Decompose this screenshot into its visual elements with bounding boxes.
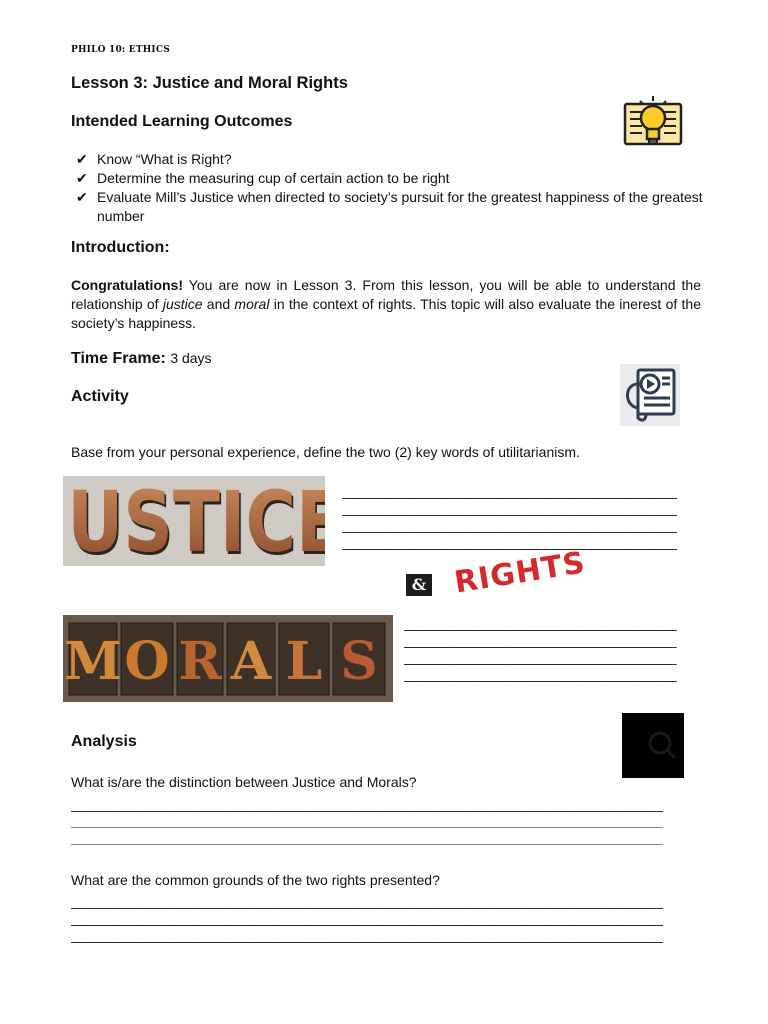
analysis-heading: Analysis [71, 733, 137, 750]
justice-answer-lines[interactable]: ___________________________________________ ___________________________________________ ___________________________________________ ___________________________________________ [342, 483, 677, 550]
svg-text:L: L [285, 631, 323, 692]
outcomes-list [71, 150, 711, 226]
time-frame [71, 350, 212, 368]
svg-text:JUSTICE: USTIC [68, 477, 298, 566]
lesson-title: Lesson 3: Justice and Moral Rights [71, 74, 348, 92]
check-icon: ✔ [76, 151, 88, 167]
activity-heading: Activity [71, 388, 129, 405]
morals-image [63, 615, 393, 702]
activity-instruction: Base from your personal experience, define the two (2) key words of utilitarianism. [71, 444, 580, 460]
outcomes-heading: Intended Learning Outcomes [71, 113, 293, 130]
svg-text:S: S [340, 631, 378, 692]
list-item: ✔ Evaluate Mill’s Justice when directed to society’s pursuit for the greatest happiness of the greatest number [76, 189, 703, 224]
video-lesson-icon [620, 364, 680, 426]
morals-answer-lines[interactable]: ___________________________________ ___________________________________ ___________________________________ ___________________________________ [404, 615, 677, 682]
analysis-question-1: What is/are the distinction between Justice and Morals? [71, 774, 417, 790]
ampersand-tile: & [406, 574, 432, 596]
svg-text:A: A [230, 631, 272, 692]
introduction-heading: Introduction: [71, 239, 170, 256]
check-icon: ✔ [76, 189, 88, 205]
svg-text:M: M [64, 631, 122, 692]
rights-word: RIGHTS [452, 545, 588, 601]
check-icon: ✔ [76, 170, 88, 186]
justice-image [63, 476, 325, 566]
analysis-question-2: What are the common grounds of the two rights presented? [71, 872, 440, 888]
time-frame-label: Time Frame: [71, 350, 166, 367]
svg-text:R: R [178, 631, 222, 692]
course-code: PHILO 10: ETHICS [71, 45, 170, 55]
time-frame-value: 3 days [170, 350, 212, 366]
list-item: ✔ Know “What is Right? [76, 151, 232, 167]
introduction-lead: Congratulations! [71, 277, 183, 293]
analysis-icon [622, 713, 684, 778]
svg-text:O: O [124, 631, 170, 692]
list-item: ✔ Determine the measuring cup of certain action to be right [76, 170, 450, 186]
introduction-paragraph: Congratulations! You are now in Lesson 3. From this lesson, you will be able to understand the relationship of justice and moral in the context of rights. This topic will also evaluate the inerest of the society’s happiness. [71, 277, 701, 331]
question-1-answer-lines[interactable]: ____________________________________________________________________________ ____________________________________________________________________________ ____________________________________________________________________________ [71, 796, 663, 846]
question-2-answer-lines[interactable]: ____________________________________________________________________________ ____________________________________________________________________________ ____________________________________________________________________________ [71, 893, 663, 943]
justice-word: USTIC [67, 476, 296, 566]
lightbulb-book-icon [622, 94, 684, 154]
